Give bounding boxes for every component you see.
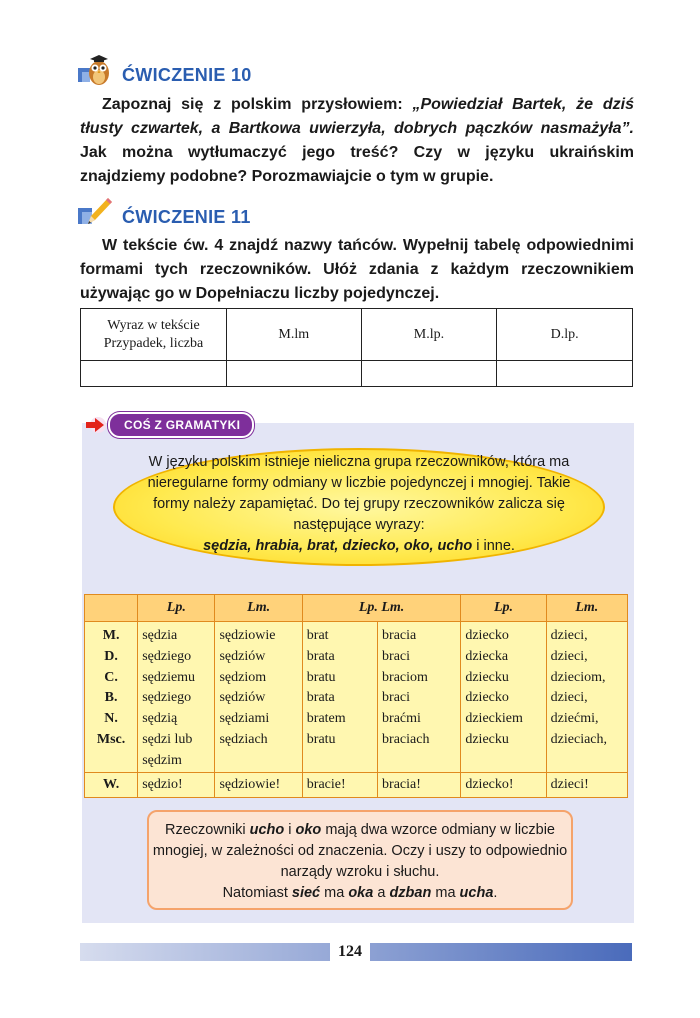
declension-header-cell <box>85 595 138 622</box>
arrow-right-icon <box>86 416 108 434</box>
table-header-cell: Wyraz w tekście Przypadek, liczba <box>81 309 227 361</box>
declension-cell: bracie! <box>302 772 377 797</box>
page-number: 124 <box>330 940 370 964</box>
owl-icon <box>78 52 112 86</box>
table-empty-cell[interactable] <box>497 361 633 387</box>
declension-column-brat-lm: bracia braci braciom braci braćmi braciach <box>378 622 461 773</box>
declension-cell: dzieci! <box>546 772 627 797</box>
exercise-10-header <box>78 52 252 86</box>
declension-header-cell: Lp. <box>461 595 546 622</box>
declension-table-wrap <box>84 594 628 800</box>
declension-column-sedzia-lp: sędzia sędziego sędziemu sędziego sędzią sędzi lub sędzim <box>138 622 215 773</box>
declension-header-cell: Lm. <box>215 595 302 622</box>
exercise-11-title: ĆWICZENIE 11 <box>122 207 251 227</box>
exercise-10-title: ĆWICZENIE 10 <box>122 65 252 85</box>
declension-column-sedzia-lm: sędziowie sędziów sędziom sędziów sędziami sędziach <box>215 622 302 773</box>
grammar-note-text: Rzeczowniki ucho i oko mają dwa wzorce odmiany w liczbie mnogiej, w zależności od znaczenia. Oczy i uszy to odpowiednio narządy wzroku i słuchu. Natomiast sieć ma oka a dzban ma ucha. <box>152 822 568 901</box>
exercise-10-text: Zapoznaj się z polskim przysłowiem: „Powiedział Bartek, że dziś tłusty czwartek, a Bartkowa uwierzyła, dobrych pączków nasmażyła”. Jak można wytłumaczyć jego treść? Czy w języku ukraińskim znajdziemy podobne? Porozmawiajcie o tym w grupie. <box>80 96 634 185</box>
case-label-vocative: W. <box>85 772 138 797</box>
table-header-cell: M.lp. <box>361 309 497 361</box>
declension-column-brat-lp: brat brata bratu brata bratem bratu <box>302 622 377 773</box>
declension-header-cell: Lp. <box>138 595 215 622</box>
exercise-11-header <box>78 194 251 228</box>
declension-cell: bracia! <box>378 772 461 797</box>
declension-header-cell: Lm. <box>546 595 627 622</box>
declension-header-cell: Lp. Lm. <box>302 595 461 622</box>
table-header-cell: M.lm <box>226 309 361 361</box>
declension-column-dziecko-lp: dziecko dziecka dziecku dziecko dzieckiem dziecku <box>461 622 546 773</box>
table-empty-cell[interactable] <box>361 361 497 387</box>
declension-table <box>84 594 628 798</box>
table-header-cell: D.lp. <box>497 309 633 361</box>
declension-cell: sędziowie! <box>215 772 302 797</box>
grammar-intro-text: W języku polskim istnieje nieliczna grupa rzeczowników, która ma nieregularne formy odmiany w liczbie pojedynczej i mnogiej. Takie formy należy zapamiętać. Do tej grupy rzeczowników zalicza się następujące wyrazy: sędzia, hrabia, brat, dziecko, oko, ucho i inne. <box>147 454 571 554</box>
exercise-11-table <box>80 308 633 387</box>
pencil-icon <box>78 194 112 228</box>
case-labels-column: M. D. C. B. N. Msc. <box>85 622 138 773</box>
grammar-badge-label: COŚ Z GRAMATYKI <box>108 412 254 438</box>
declension-cell: dziecko! <box>461 772 546 797</box>
table-empty-cell[interactable] <box>81 361 227 387</box>
grammar-badge <box>86 413 254 437</box>
table-empty-cell[interactable] <box>226 361 361 387</box>
declension-cell: sędzio! <box>138 772 215 797</box>
declension-column-dziecko-lm: dzieci, dzieci, dzieciom, dzieci, dziećmi, dzieciach, <box>546 622 627 773</box>
exercise-11-text: W tekście ćw. 4 znajdź nazwy tańców. Wypełnij tabelę odpowiednimi formami tych rzeczowników. Ułóż zdania z każdym rzeczownikiem używając go w Dopełniaczu liczby pojedynczej. <box>80 237 634 302</box>
